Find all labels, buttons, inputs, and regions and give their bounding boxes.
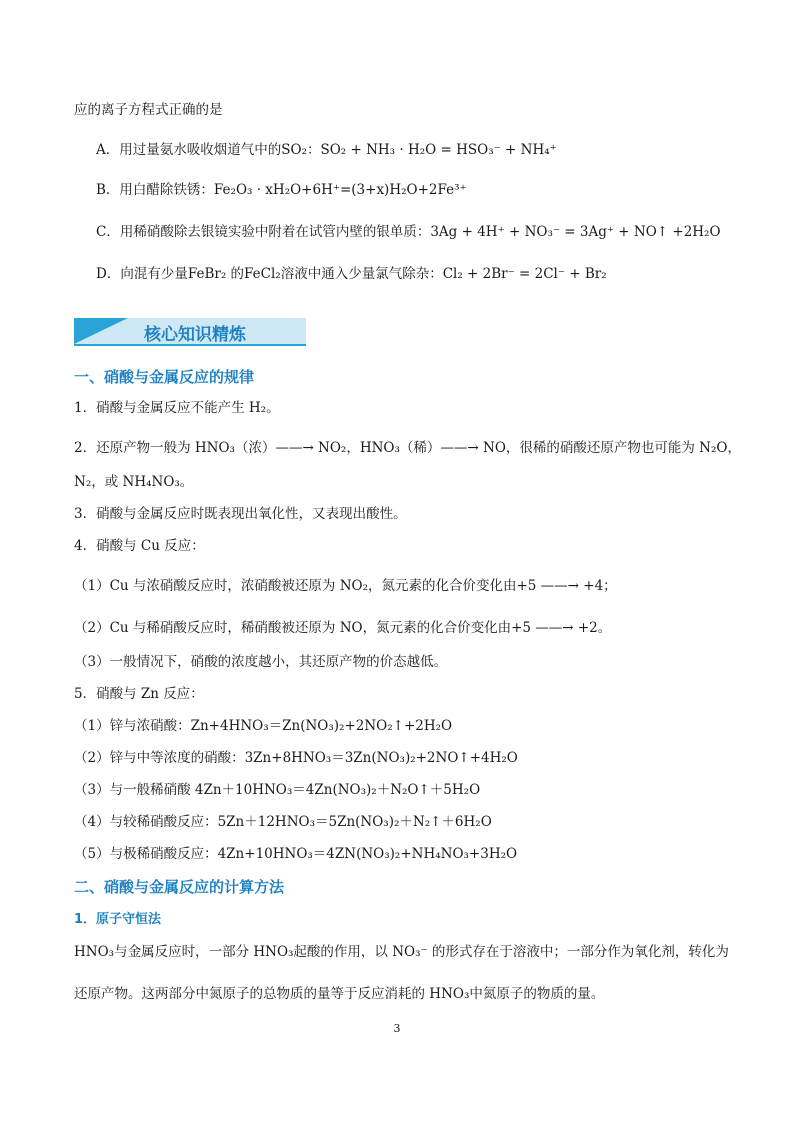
section1-line: N₂，或 NH₄NO₃。 (74, 474, 194, 490)
section1-line: （5）与极稀硝酸反应：4Zn+10HNO₃＝4ZN(NO₃)₂+NH₄NO₃+3H₂O (74, 846, 518, 862)
section2-subtitle: 1．原子守恒法 (74, 912, 162, 927)
page-number: 3 (393, 1022, 401, 1035)
section1-line: （4）与较稀硝酸反应：5Zn＋12HNO₃＝5Zn(NO₃)₂＋N₂↑＋6H₂O (74, 814, 492, 830)
banner-accent-triangle (74, 318, 128, 344)
section2-line: 还原产物。这两部分中氮原子的总物质的量等于反应消耗的 HNO₃中氮原子的物质的量。 (74, 986, 605, 1002)
section1-line: （1）锌与浓硝酸：Zn+4HNO₃＝Zn(NO₃)₂+2NO₂↑+2H₂O (74, 718, 453, 734)
option-d: D．向混有少量FeBr₂ 的FeCl₂溶液中通入少量氯气除杂：Cl₂ + 2Br⁻ = 2Cl⁻ + Br₂ (96, 266, 607, 282)
option-b: B．用白醋除铁锈：Fe₂O₃ · xH₂O+6H⁺=(3+x)H₂O+2Fe³⁺ (96, 182, 467, 198)
section1-title: 一、硝酸与金属反应的规律 (74, 368, 255, 386)
option-a: A．用过量氨水吸收烟道气中的SO₂：SO₂ + NH₃ · H₂O = HSO₃⁻ + NH₄⁺ (96, 142, 557, 158)
section1-line: （1）Cu 与浓硝酸反应时，浓硝酸被还原为 NO₂，氮元素的化合价变化由+5 ——→ +4； (74, 578, 617, 594)
section1-line: （2）锌与中等浓度的硝酸：3Zn+8HNO₃＝3Zn(NO₃)₂+2NO↑+4H₂O (74, 750, 518, 766)
section2-title: 二、硝酸与金属反应的计算方法 (74, 878, 285, 896)
section1-line: 2．还原产物一般为 HNO₃（浓）——→ NO₂，HNO₃（稀）——→ NO，很稀的硝酸还原产物也可能为 N₂O， (74, 440, 741, 456)
intro-text: 应的离子方程式正确的是 (74, 102, 223, 118)
section2-line: HNO₃与金属反应时，一部分 HNO₃起酸的作用，以 NO₃⁻ 的形式存在于溶液中；一部分作为氧化剂，转化为 (74, 944, 729, 960)
banner-title: 核心知识精炼 (144, 325, 246, 345)
section1-line: 3．硝酸与金属反应时既表现出氧化性，又表现出酸性。 (74, 506, 407, 522)
section1-line: 5．硝酸与 Zn 反应： (74, 686, 204, 702)
section1-line: 1．硝酸与金属反应不能产生 H₂。 (74, 400, 280, 416)
section1-line: （3）与一般稀硝酸 4Zn＋10HNO₃＝4Zn(NO₃)₂＋N₂O↑＋5H₂O (74, 782, 481, 798)
section1-line: 4．硝酸与 Cu 反应： (74, 538, 205, 554)
option-c: C．用稀硝酸除去银镜实验中附着在试管内壁的银单质：3Ag + 4H⁺ + NO₃⁻ = 3Ag⁺ + NO↑ +2H₂O (96, 224, 721, 240)
section1-line: （3）一般情况下，硝酸的浓度越小，其还原产物的价态越低。 (74, 654, 448, 670)
section1-line: （2）Cu 与稀硝酸反应时，稀硝酸被还原为 NO，氮元素的化合价变化由+5 ——→ +2。 (74, 620, 612, 636)
section-banner (74, 318, 306, 346)
